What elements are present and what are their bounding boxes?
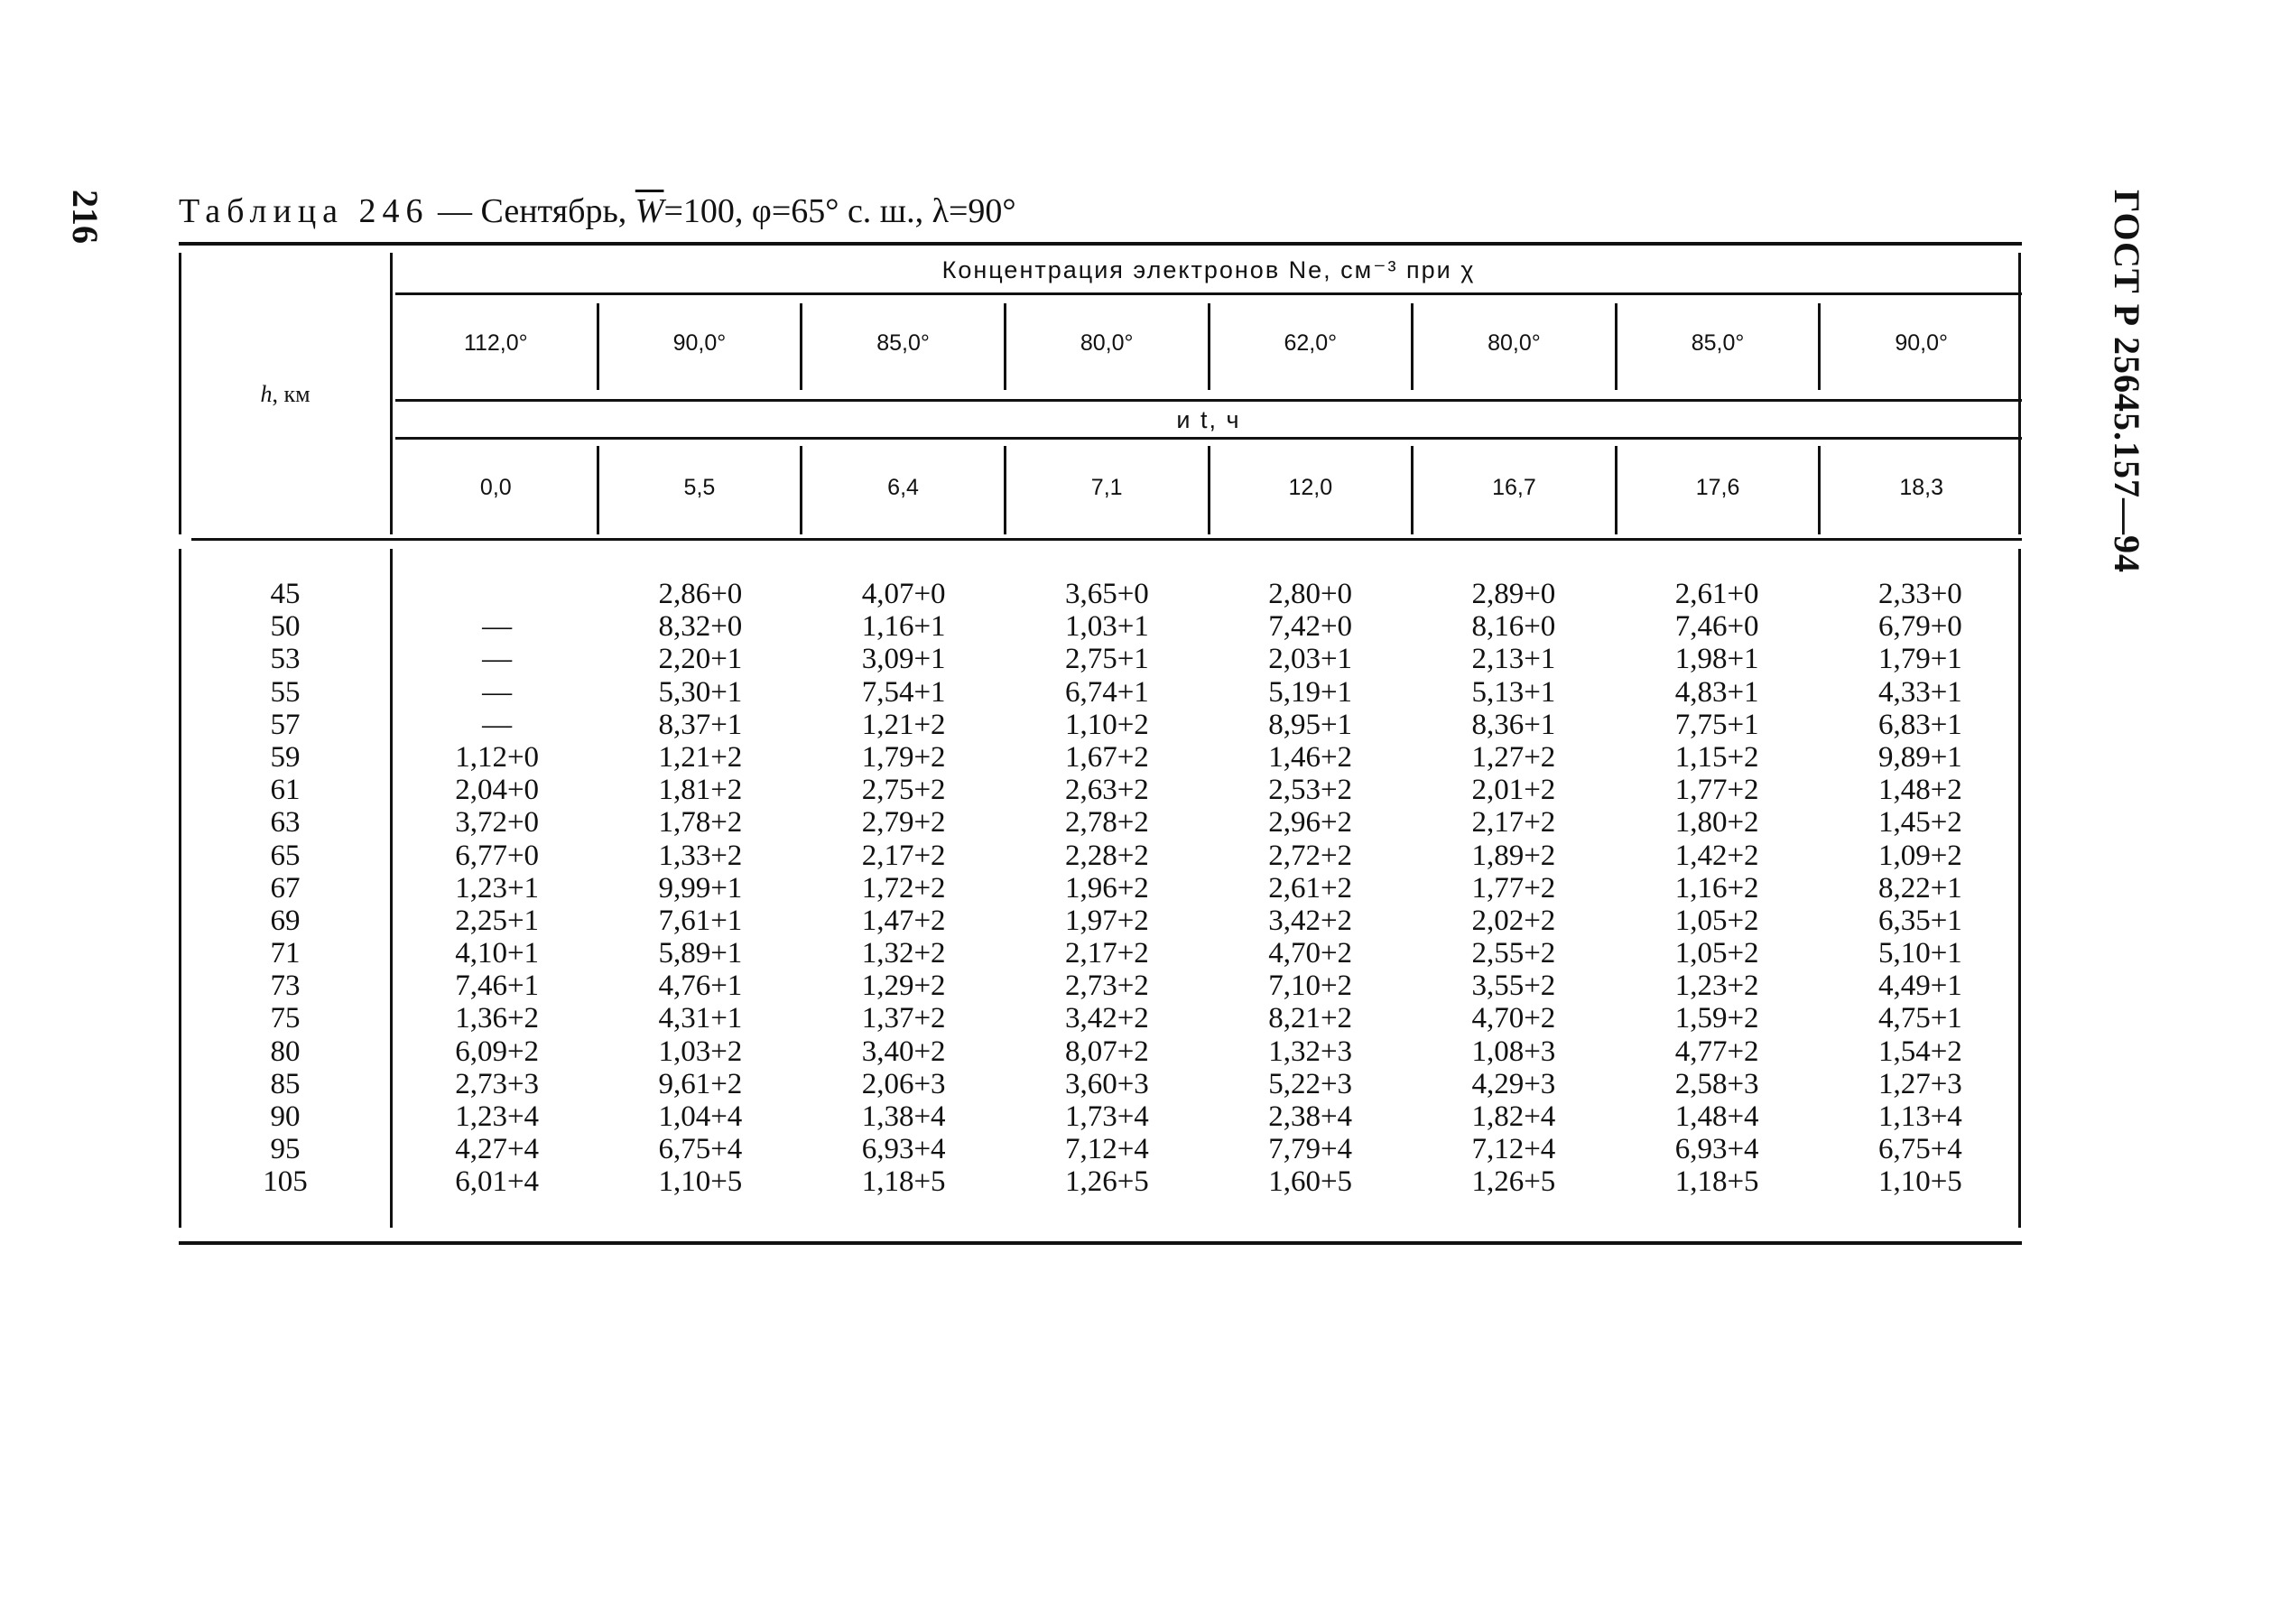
value-cell: 1,78+2 <box>658 806 743 840</box>
value-cell: 4,75+1 <box>1877 1002 1962 1035</box>
value-cell: 2,89+0 <box>1471 578 1556 610</box>
value-cell: 1,79+1 <box>1877 643 1962 676</box>
page-number: 216 <box>65 190 106 244</box>
value-cell: 2,75+1 <box>1064 643 1149 676</box>
value-cell: 6,75+4 <box>1877 1133 1962 1166</box>
value-cell: 5,30+1 <box>658 675 743 709</box>
value-cell: 3,72+0 <box>455 806 540 840</box>
value-cell: 2,02+2 <box>1471 904 1556 937</box>
value-cell: 2,06+3 <box>861 1067 946 1100</box>
caption-label: Таблица 246 <box>179 192 430 230</box>
value-cell: 1,18+5 <box>1674 1165 1759 1199</box>
value-cell: 8,22+1 <box>1877 871 1962 905</box>
h-unit: , км <box>272 381 311 407</box>
value-cell: 1,36+2 <box>455 1002 540 1035</box>
value-cell: 8,95+1 <box>1268 708 1353 741</box>
h-column-header <box>179 251 392 538</box>
value-cell: 4,83+1 <box>1674 675 1759 709</box>
h-cell: 53 <box>270 643 301 676</box>
value-cell: 7,10+2 <box>1268 970 1353 1003</box>
chi-header-cell: 90,0° <box>597 303 801 390</box>
value-column <box>1616 578 1819 1199</box>
value-cell: 2,79+2 <box>861 806 946 840</box>
value-cell: 6,93+4 <box>1674 1133 1759 1166</box>
value-cell: 2,13+1 <box>1471 643 1556 676</box>
value-cell: 1,48+2 <box>1877 774 1962 807</box>
value-cell: 1,97+2 <box>1064 904 1149 937</box>
value-cell: 1,23+1 <box>455 871 540 905</box>
value-cell: 1,82+4 <box>1471 1100 1556 1133</box>
value-cell: 6,83+1 <box>1877 708 1962 741</box>
value-cell: 6,77+0 <box>455 839 540 872</box>
value-cell: 3,55+2 <box>1471 970 1556 1003</box>
value-cell: 8,36+1 <box>1471 708 1556 741</box>
h-cell: 63 <box>270 806 301 840</box>
header-bottom-rule <box>191 538 2022 541</box>
value-cell: 2,80+0 <box>1268 578 1353 610</box>
value-cell: 7,54+1 <box>861 675 946 709</box>
caption-month: Сентябрь, <box>480 192 635 230</box>
value-cell: 9,61+2 <box>658 1067 743 1100</box>
time-header-cell: 17,6 <box>1615 446 1819 534</box>
value-cell: 2,20+1 <box>658 643 743 676</box>
value-cell: 1,73+4 <box>1064 1100 1149 1133</box>
value-cell: 1,26+5 <box>1064 1165 1149 1199</box>
value-cell: 4,49+1 <box>1877 970 1962 1003</box>
value-cell: 8,07+2 <box>1064 1035 1149 1068</box>
value-cell: 1,05+2 <box>1674 904 1759 937</box>
value-cell: 1,59+2 <box>1674 1002 1759 1035</box>
table-top-rule <box>179 242 2022 246</box>
value-cell: 1,45+2 <box>1877 806 1962 840</box>
h-cell: 71 <box>270 937 301 970</box>
value-cell: 2,73+2 <box>1064 970 1149 1003</box>
h-cell: 95 <box>270 1133 301 1166</box>
value-cell: 6,01+4 <box>455 1165 540 1199</box>
value-cell: 1,38+4 <box>861 1100 946 1133</box>
table-caption <box>179 191 1016 231</box>
value-cell: 8,37+1 <box>658 708 743 741</box>
caption-parameters: =100, φ=65° с. ш., λ=90° <box>663 192 1016 230</box>
value-cell: 2,17+2 <box>1064 937 1149 970</box>
value-cell: 1,29+2 <box>861 970 946 1003</box>
value-cell: 9,99+1 <box>658 871 743 905</box>
h-cell: 55 <box>270 675 301 709</box>
value-cell: 2,33+0 <box>1877 578 1962 610</box>
value-cell: 5,22+3 <box>1268 1067 1353 1100</box>
value-cell: 2,58+3 <box>1674 1067 1759 1100</box>
value-cell: 2,96+2 <box>1268 806 1353 840</box>
value-cell: 4,76+1 <box>658 970 743 1003</box>
value-cell: 2,61+2 <box>1268 871 1353 905</box>
value-cell: 1,18+5 <box>861 1165 946 1199</box>
value-cell: 2,04+0 <box>455 774 540 807</box>
value-cell: — <box>482 708 513 741</box>
value-cell: 1,32+3 <box>1268 1035 1353 1068</box>
value-cell: 1,26+5 <box>1471 1165 1556 1199</box>
value-cell: 3,40+2 <box>861 1035 946 1068</box>
h-cell: 80 <box>270 1035 301 1068</box>
value-cell: 8,21+2 <box>1268 1002 1353 1035</box>
value-cell: 4,31+1 <box>658 1002 743 1035</box>
value-cell: 4,70+2 <box>1471 1002 1556 1035</box>
value-cell: 1,60+5 <box>1268 1165 1353 1199</box>
value-cell: 3,42+2 <box>1064 1002 1149 1035</box>
value-cell: 1,23+4 <box>455 1100 540 1133</box>
value-cell: 5,13+1 <box>1471 675 1556 709</box>
h-cell: 73 <box>270 970 301 1003</box>
chi-header-cell: 80,0° <box>1004 303 1208 390</box>
chi-header-rule <box>395 399 2022 402</box>
value-cell: 1,32+2 <box>861 937 946 970</box>
value-cell: — <box>482 675 513 709</box>
value-cell: 5,19+1 <box>1268 675 1353 709</box>
value-cell: 1,23+2 <box>1674 970 1759 1003</box>
value-cell: 1,10+2 <box>1064 708 1149 741</box>
time-group-header: и t, ч <box>1176 406 1241 433</box>
chi-header-cell: 62,0° <box>1208 303 1412 390</box>
value-cell: 1,05+2 <box>1674 937 1759 970</box>
value-cell: 5,89+1 <box>658 937 743 970</box>
value-cell: 1,48+4 <box>1674 1100 1759 1133</box>
value-cell: 6,74+1 <box>1064 675 1149 709</box>
value-cell: 2,28+2 <box>1064 839 1149 872</box>
value-cell: 6,09+2 <box>455 1035 540 1068</box>
value-cell: 1,77+2 <box>1471 871 1556 905</box>
value-cell: 3,65+0 <box>1064 578 1149 610</box>
concentration-group-header: Концентрация электронов Ne, см⁻³ при χ <box>941 256 1476 283</box>
value-cell: 1,04+4 <box>658 1100 743 1133</box>
time-header-cell: 18,3 <box>1818 446 2022 534</box>
value-cell: 1,12+0 <box>455 740 540 774</box>
value-cell: 1,21+2 <box>658 740 743 774</box>
value-cell: 8,16+0 <box>1471 610 1556 644</box>
value-cell: 7,79+4 <box>1268 1133 1353 1166</box>
value-cell: 2,86+0 <box>658 578 743 610</box>
value-cell: 2,25+1 <box>455 904 540 937</box>
value-cell: 2,03+1 <box>1268 643 1353 676</box>
value-cell: 2,63+2 <box>1064 774 1149 807</box>
value-cell: 1,77+2 <box>1674 774 1759 807</box>
value-cell: 4,33+1 <box>1877 675 1962 709</box>
time-header-cell: 0,0 <box>479 475 512 500</box>
value-cell: 1,10+5 <box>1877 1165 1962 1199</box>
value-cell: 2,01+2 <box>1471 774 1556 807</box>
value-cell: 1,47+2 <box>861 904 946 937</box>
caption-w-symbol: $\overline{W}$ <box>635 192 664 230</box>
value-cell: 1,96+2 <box>1064 871 1149 905</box>
value-cell: 5,10+1 <box>1877 937 1962 970</box>
value-cell: 1,54+2 <box>1877 1035 1962 1068</box>
value-cell: 6,75+4 <box>658 1133 743 1166</box>
value-cell: 1,10+5 <box>658 1165 743 1199</box>
value-cell: 1,33+2 <box>658 839 743 872</box>
value-cell: 1,42+2 <box>1674 839 1759 872</box>
value-cell: 1,21+2 <box>861 708 946 741</box>
value-cell: 1,27+3 <box>1877 1067 1962 1100</box>
h-values-column <box>179 578 392 1199</box>
value-cell: — <box>482 643 513 676</box>
group-header-rule <box>395 292 2022 295</box>
time-header-cell: 6,4 <box>800 446 1004 534</box>
value-cell: 1,09+2 <box>1877 839 1962 872</box>
value-cell: 2,55+2 <box>1471 937 1556 970</box>
h-cell: 90 <box>270 1100 301 1133</box>
h-cell: 57 <box>270 708 301 741</box>
value-cell: 1,67+2 <box>1064 740 1149 774</box>
value-cell: 1,37+2 <box>861 1002 946 1035</box>
value-cell: 7,75+1 <box>1674 708 1759 741</box>
h-cell: 67 <box>270 871 301 905</box>
value-cell: 1,13+4 <box>1877 1100 1962 1133</box>
time-header-cell: 5,5 <box>597 446 801 534</box>
value-cell: 1,89+2 <box>1471 839 1556 872</box>
chi-header-cell: 80,0° <box>1411 303 1615 390</box>
value-cell: 8,32+0 <box>658 610 743 644</box>
value-cell: 1,08+3 <box>1471 1035 1556 1068</box>
h-cell: 105 <box>263 1165 308 1199</box>
value-cell: 7,42+0 <box>1268 610 1353 644</box>
value-cell: 1,15+2 <box>1674 740 1759 774</box>
h-cell: 50 <box>270 610 301 644</box>
time-header-row <box>395 446 2022 534</box>
value-column <box>1412 578 1615 1199</box>
value-cell: 7,61+1 <box>658 904 743 937</box>
value-cell: 6,79+0 <box>1877 610 1962 644</box>
value-cell: 2,75+2 <box>861 774 946 807</box>
chi-header-cell: 90,0° <box>1818 303 2022 390</box>
value-cell: 1,46+2 <box>1268 740 1353 774</box>
value-cell: 2,73+3 <box>455 1067 540 1100</box>
value-cell: 4,07+0 <box>861 578 946 610</box>
value-cell: 7,46+0 <box>1674 610 1759 644</box>
value-cell <box>395 578 598 610</box>
h-cell: 61 <box>270 774 301 807</box>
time-header-rule <box>395 437 2022 440</box>
value-column <box>1209 578 1412 1199</box>
value-cell: 3,09+1 <box>861 643 946 676</box>
value-cell: 2,38+4 <box>1268 1100 1353 1133</box>
value-cell: 1,16+2 <box>1674 871 1759 905</box>
value-column <box>802 578 1006 1199</box>
value-cell: 1,03+2 <box>658 1035 743 1068</box>
value-cell: 1,16+1 <box>861 610 946 644</box>
value-cell: 2,61+0 <box>1674 578 1759 610</box>
h-cell: 75 <box>270 1002 301 1035</box>
chi-header-cell: 112,0° <box>463 330 528 356</box>
value-cell: 2,72+2 <box>1268 839 1353 872</box>
value-column <box>598 578 802 1199</box>
value-cell: 2,78+2 <box>1064 806 1149 840</box>
value-cell: 7,12+4 <box>1064 1133 1149 1166</box>
chi-header-row <box>395 303 2022 390</box>
document-code: ГОСТ Р 25645.157—94 <box>2107 190 2147 574</box>
value-column <box>1006 578 1209 1199</box>
value-cell: 7,12+4 <box>1471 1133 1556 1166</box>
h-cell: 45 <box>270 578 301 610</box>
value-cell: 4,27+4 <box>455 1133 540 1166</box>
value-cell: 1,03+1 <box>1064 610 1149 644</box>
chi-header-cell: 85,0° <box>800 303 1004 390</box>
value-cell: 2,17+2 <box>1471 806 1556 840</box>
value-cell: 1,81+2 <box>658 774 743 807</box>
value-column <box>1819 578 2022 1199</box>
value-column <box>395 578 598 1199</box>
value-cell: 1,27+2 <box>1471 740 1556 774</box>
value-cell: 1,98+1 <box>1674 643 1759 676</box>
h-symbol: h <box>260 381 273 407</box>
h-cell: 69 <box>270 904 301 937</box>
value-cell: 9,89+1 <box>1877 740 1962 774</box>
value-cell: 1,72+2 <box>861 871 946 905</box>
value-cell: 2,17+2 <box>861 839 946 872</box>
value-cell: 3,60+3 <box>1064 1067 1149 1100</box>
data-table <box>179 242 2022 1248</box>
h-cell: 85 <box>270 1067 301 1100</box>
caption-dash: — <box>429 192 481 230</box>
value-cell: 7,46+1 <box>455 970 540 1003</box>
value-cell: 6,93+4 <box>861 1133 946 1166</box>
table-bottom-rule <box>179 1241 2022 1245</box>
value-cell: 4,10+1 <box>455 937 540 970</box>
time-header-cell: 12,0 <box>1208 446 1412 534</box>
value-cell: 6,35+1 <box>1877 904 1962 937</box>
value-cell: 4,70+2 <box>1268 937 1353 970</box>
time-header-cell: 7,1 <box>1004 446 1208 534</box>
h-cell: 65 <box>270 839 301 872</box>
value-cell: 1,79+2 <box>861 740 946 774</box>
value-cell: 2,53+2 <box>1268 774 1353 807</box>
value-cell: — <box>482 610 513 644</box>
chi-header-cell: 85,0° <box>1615 303 1819 390</box>
value-cell: 4,77+2 <box>1674 1035 1759 1068</box>
h-cell: 59 <box>270 740 301 774</box>
time-header-cell: 16,7 <box>1411 446 1615 534</box>
value-cell: 4,29+3 <box>1471 1067 1556 1100</box>
value-cell: 1,80+2 <box>1674 806 1759 840</box>
value-cell: 3,42+2 <box>1268 904 1353 937</box>
